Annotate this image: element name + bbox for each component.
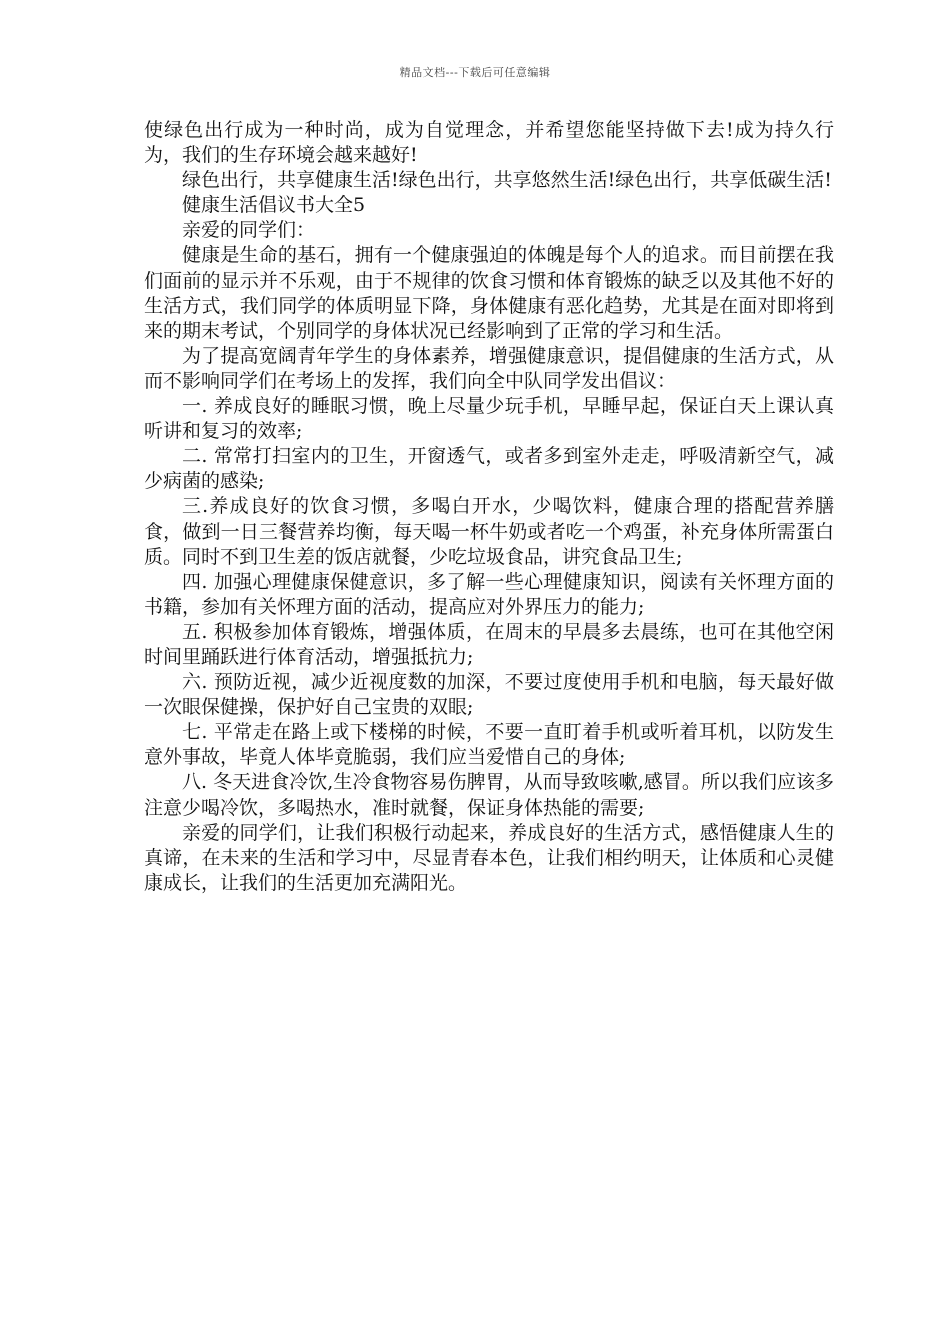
list-item-1: 一. 养成良好的睡眠习惯，晚上尽量少玩手机，早睡早起，保证白天上课认真听讲和复习的效率; — [144, 395, 834, 443]
list-item-2: 二. 常常打扫室内的卫生，开窗透气，或者多到室外走走，呼吸清新空气，减少病菌的感染; — [144, 445, 834, 493]
paragraph-closing: 亲爱的同学们，让我们积极行动起来，养成良好的生活方式，感悟健康人生的真谛，在未来的生活和学习中，尽显青春本色，让我们相约明天，让体质和心灵健康成长，让我们的生活更加充满阳光。 — [144, 821, 834, 894]
section-title: 健康生活倡议书大全5 — [182, 194, 366, 217]
paragraph-continuation: 使绿色出行成为一种时尚，成为自觉理念，并希望您能坚持做下去!成为持久行为，我们的生存环境会越来越好! — [144, 119, 834, 167]
list-item-6: 六. 预防近视，减少近视度数的加深，不要过度使用手机和电脑，每天最好做一次眼保健操，保护好自己宝贵的双眼; — [144, 671, 834, 719]
paragraph-slogan: 绿色出行，共享健康生活!绿色出行，共享悠然生活!绿色出行，共享低碳生活! — [182, 169, 832, 192]
list-item-8: 八. 冬天进食冷饮,生冷食物容易伤脾胃，从而导致咳嗽,感冒。所以我们应该多注意少喝冷饮，多喝热水，准时就餐，保证身体热能的需要; — [144, 771, 834, 819]
list-item-4: 四. 加强心理健康保健意识，多了解一些心理健康知识，阅读有关怀理方面的书籍，参加有关怀理方面的活动，提高应对外界压力的能力; — [144, 570, 834, 618]
page-header: 精品文档---下载后可任意编辑 — [399, 66, 551, 79]
paragraph-proposal: 为了提高宽阔青年学生的身体素养，增强健康意识，提倡健康的生活方式，从而不影响同学们在考场上的发挥，我们向全中队同学发出倡议： — [144, 344, 834, 392]
paragraph-intro: 健康是生命的基石，拥有一个健康强迫的体魄是每个人的追求。而目前摆在我们面前的显示并不乐观，由于不规律的饮食习惯和体育锻炼的缺乏以及其他不好的生活方式，我们同学的体质明显下降，身体健康有恶化趋势，尤其是在面对即将到来的期末考试，个别同学的身体状况已经影响到了正常的学习和生活。 — [144, 244, 834, 342]
list-item-3: 三.养成良好的饮食习惯，多喝白开水，少喝饮料，健康合理的搭配营养膳食，做到一日三餐营养均衡，每天喝一杯牛奶或者吃一个鸡蛋，补充身体所需蛋白质。同时不到卫生差的饭店就餐，少吃垃圾食品，讲究食品卫生; — [144, 495, 834, 568]
list-item-7: 七. 平常走在路上或下楼梯的时候，不要一直盯着手机或听着耳机，以防发生意外事故，毕竟人体毕竟脆弱，我们应当爱惜自己的身体; — [144, 721, 834, 769]
document-body — [144, 118, 834, 896]
salutation: 亲爱的同学们： — [182, 219, 316, 242]
list-item-5: 五. 积极参加体育锻炼，增强体质，在周末的早晨多去晨练，也可在其他空闲时间里踊跃进行体育活动，增强抵抗力; — [144, 620, 834, 668]
